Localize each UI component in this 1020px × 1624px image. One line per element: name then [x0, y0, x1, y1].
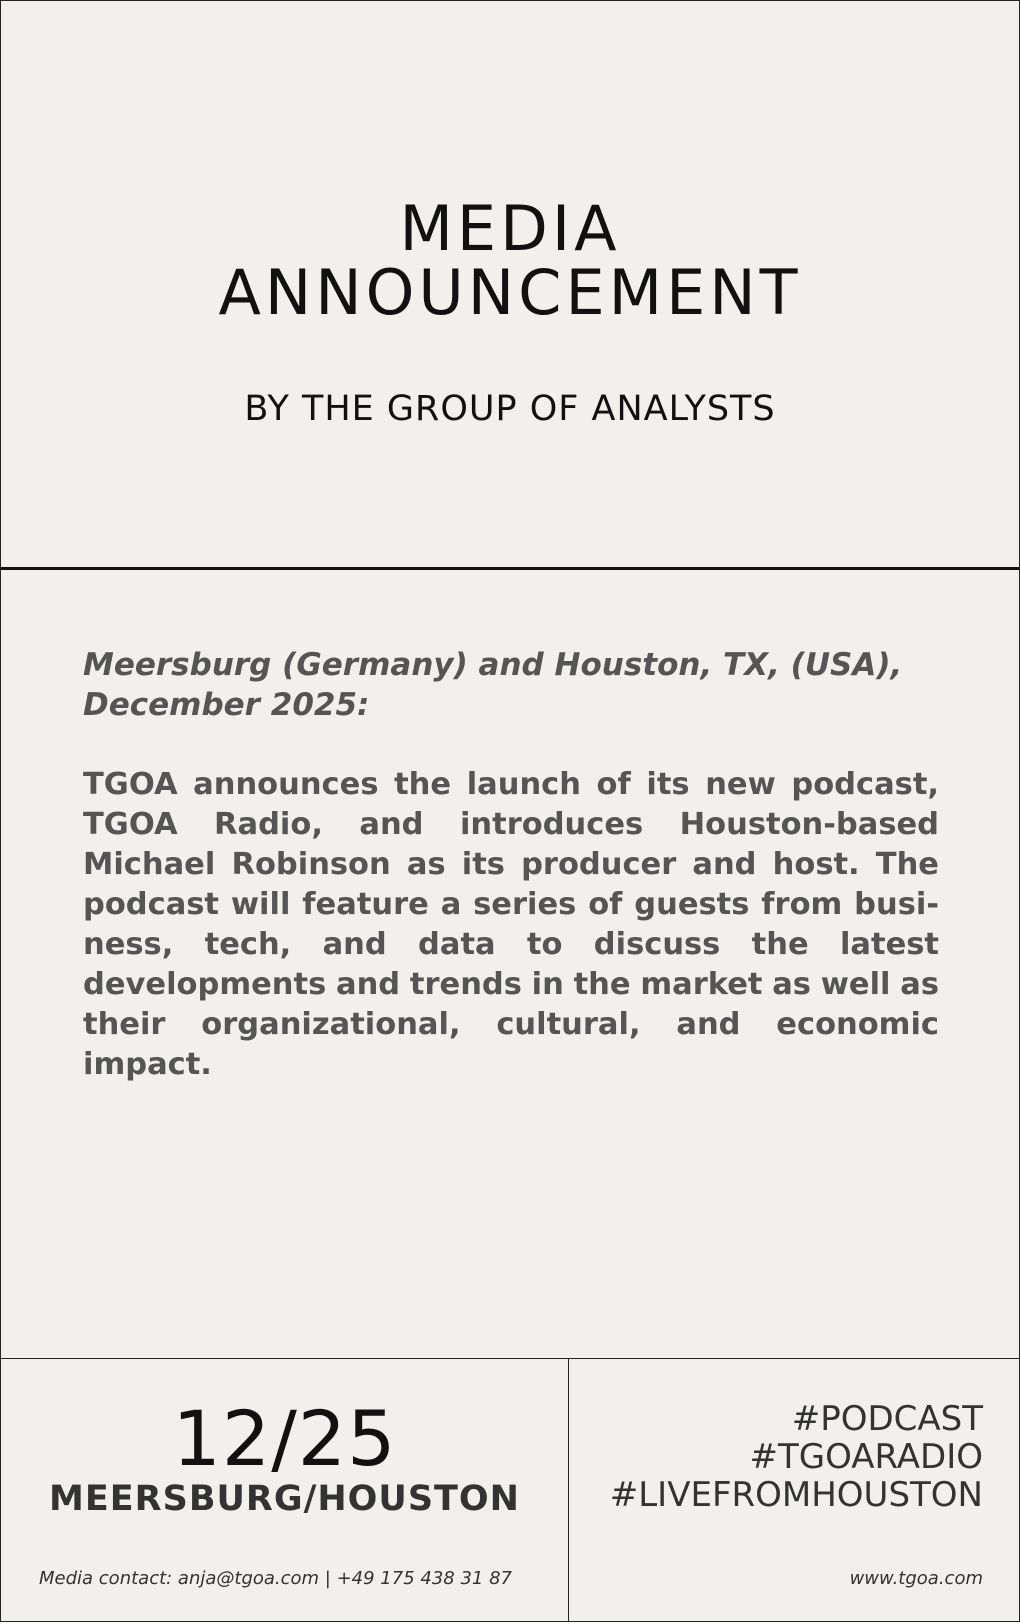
- hashtag-list: [563, 1400, 983, 1514]
- title-line-2: ANNOUNCEMENT: [218, 256, 802, 329]
- body-section: [1, 570, 1019, 1357]
- announcement-text: TGOA announces the launch of its new podcast, TGOA Radio, and introduces Houston-based Michael Robinson as its producer and host. The podcast will feature a series of guests from business, tech, and data to discuss the latest developments and trends in the market as well as their organizational, cultural, and economic impact.: [83, 767, 939, 1082]
- title-line-1: MEDIA: [399, 192, 621, 265]
- hashtag-tgoaradio: #TGOARADIO: [749, 1437, 983, 1477]
- footer-date: 12/25: [172, 1394, 397, 1483]
- website-link[interactable]: www.tgoa.com: [849, 1568, 983, 1589]
- hashtag-livefromhouston: #LIVEFROMHOUSTON: [609, 1475, 983, 1515]
- page-title: [1, 192, 1019, 329]
- dateline: Meersburg (Germany) and Houston, TX, (USA), December 2025:: [83, 647, 903, 723]
- subtitle: BY THE GROUP OF ANALYSTS: [244, 389, 776, 429]
- hashtag-podcast: #PODCAST: [791, 1399, 983, 1439]
- footer-divider: [1, 1358, 1019, 1359]
- footer-location: MEERSBURG/HOUSTON: [49, 1479, 520, 1519]
- header-section: [1, 1, 1019, 567]
- media-contact: Media contact: anja@tgoa.com | +49 175 438 31 87: [39, 1568, 512, 1589]
